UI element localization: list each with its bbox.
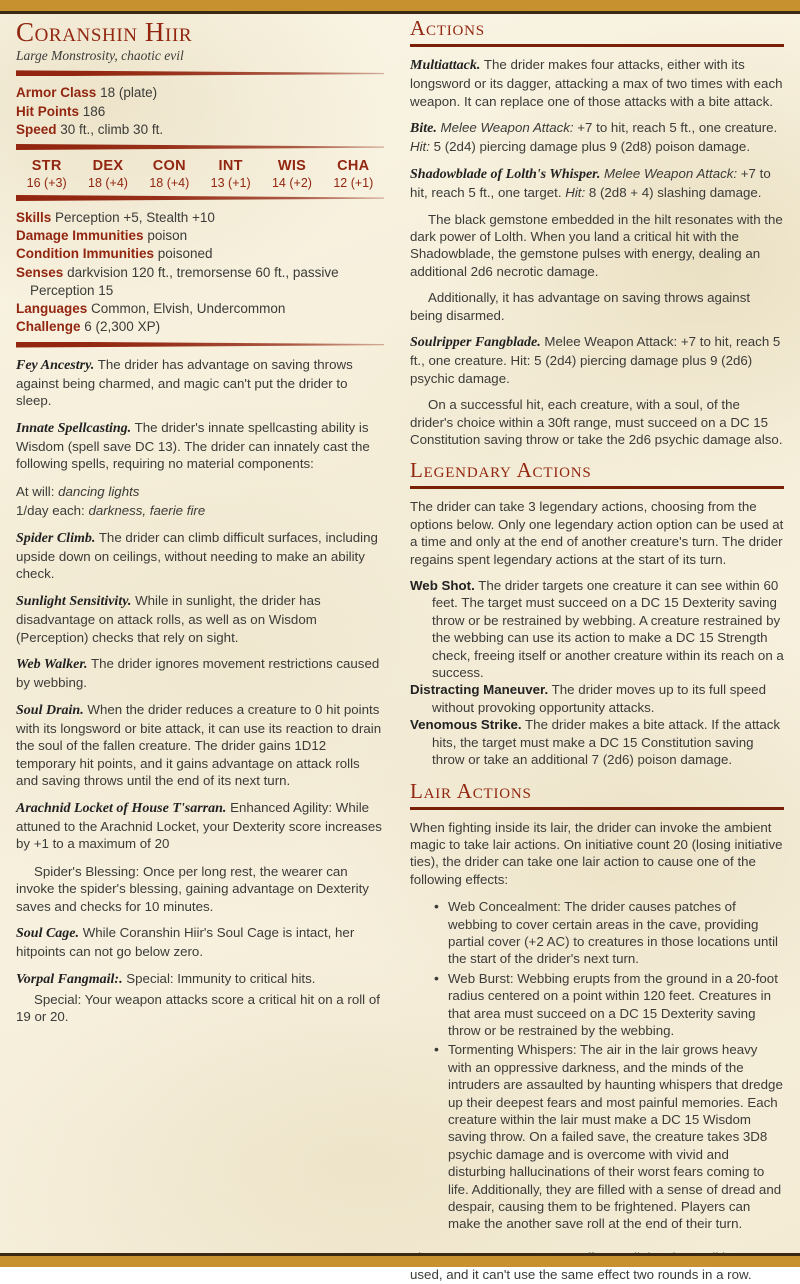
ability-int-label: INT [218, 158, 243, 174]
spell-list-daily [16, 502, 384, 519]
challenge-label: Challenge [16, 319, 81, 335]
spell-list-at-will [16, 483, 384, 500]
hit-points-line [16, 103, 384, 121]
section-rule-legendary-actions [410, 486, 784, 489]
legendary-action-distracting-maneuver-name: Distracting Maneuver. [410, 682, 549, 698]
armor-class-value: 18 (plate) [100, 85, 158, 101]
hit-points-label: Hit Points [16, 103, 79, 119]
damage-immunities-value: poison [147, 228, 188, 244]
hit-points-value: 186 [82, 103, 106, 119]
trait-arachnid-locket-name: Arachnid Locket of House T'sarran. [16, 800, 227, 816]
legendary-action-distracting-maneuver-text: The drider moves up to its full speed without provoking opportunity attacks. [432, 682, 766, 715]
languages-value: Common, Elvish, Undercommon [91, 301, 286, 317]
trait-soul-drain-name: Soul Drain. [16, 702, 84, 718]
trait-spider-climb [16, 529, 384, 583]
section-heading-lair-actions: Lair Actions [410, 778, 532, 803]
legendary-action-distracting-maneuver [410, 681, 784, 716]
ability-dex-value: 18 (+4) [88, 176, 128, 190]
skills-label: Skills [16, 210, 52, 225]
condition-immunities-value: poisoned [157, 246, 213, 262]
trait-soul-cage [16, 924, 384, 961]
two-column-layout [0, 14, 800, 1283]
trait-vorpal-fangmail-special2: Special: Your weapon attacks score a critical hit on a roll of 19 or 20. [16, 992, 380, 1025]
lair-intro: When fighting inside its lair, the drider can invoke the ambient magic to take lair actions. On initiative count 20 (losing initiative ties), the drider can take one lair action to cause one of the following effects: [410, 819, 783, 887]
action-shadowblade-name: Shadowblade of Lolth's Whisper. [410, 166, 601, 182]
legendary-action-venomous-strike-text: The drider makes a bite attack. If the attack hits, the target must make a DC 15 Constitution saving throw or take an additional 7 (2d6) poison damage. [432, 717, 781, 768]
trait-soul-drain-text: When the drider reduces a creature to 0 hit points with its longsword or bite attack, it can use its reaction to drain the soul of the fallen creature. The drider gains 1D12 temporary hit points, and it gains advantage on attack rolls and saving throws until the end of its next turn. [16, 701, 382, 789]
trait-soul-cage-name: Soul Cage. [16, 925, 80, 941]
action-multiattack-name: Multiattack. [410, 58, 481, 73]
legendary-action-venomous-strike [410, 716, 784, 768]
action-bite [410, 119, 784, 156]
challenge-value: 6 (2,300 XP) [84, 319, 161, 335]
trait-innate-spellcasting-text: The drider's innate spellcasting ability is Wisdom (spell save DC 13). The drider can innately cast the following spells, requiring no material components: [16, 419, 370, 472]
lair-bullet-web-concealment: • Web Concealment: The drider causes patches of webbing to cover certain areas in the cave, providing partial cover (+2 AC) to creatures in those locations until the start of the drider's next turn. [434, 898, 784, 968]
divider-rule-abilities-top [16, 144, 384, 151]
trait-web-walker-name: Web Walker. [16, 656, 88, 672]
condition-immunities-line [16, 245, 384, 263]
trait-web-walker-text: The drider ignores movement restrictions caused by webbing. [16, 655, 380, 691]
lair-bullet-tormenting-whispers: • Tormenting Whispers: The air in the lair grows heavy with an oppressive darkness, and the minds of the intruders are assaulted by haunting whispers that dredge up their deepest fears and most painful memories. Each creature within the lair must make a DC 15 Wisdom saving throw. On a failed save, the creature takes 3D8 psychic damage and is overcome with vivid and disturbing hallucinations of their worst fears coming to life. Additionally, they are filled with a sense of dread and despair, causing them to be frightened. Players can make the another save roll at the end of their turn. [434, 1041, 784, 1232]
left-column [0, 14, 400, 1253]
trait-sunlight-sensitivity-text: While in sunlight, the drider has disadvantage on attack rolls, as well as on Wisdom (Perception) checks that rely on sight. [16, 592, 321, 645]
trait-arachnid-locket-text: Enhanced Agility: While attuned to the Arachnid Locket, your Dexterity score increases by +1 to a maximum of 20 [16, 799, 382, 852]
speed-line [16, 121, 384, 139]
ability-wis [261, 158, 322, 190]
action-bite-hit-label: Hit: [410, 139, 430, 155]
ability-dex [77, 158, 138, 190]
action-shadowblade-hit-label: Hit: [565, 185, 586, 201]
spell-at-will-value: dancing lights [58, 483, 140, 499]
ability-cha-value: 12 (+1) [333, 176, 374, 190]
section-rule-lair-actions [410, 807, 784, 810]
ability-str [16, 158, 77, 190]
senses-label: Senses [16, 264, 64, 280]
skills-value: Perception +5, Stealth +10 [55, 210, 215, 225]
legendary-action-venomous-strike-name: Venomous Strike. [410, 717, 522, 733]
senses-value-cont: Perception 15 [30, 282, 114, 298]
spell-daily-value: darkness, faerie fire [88, 503, 206, 519]
ability-score-table [16, 158, 384, 190]
ability-cha [323, 158, 384, 190]
action-shadowblade-attack-text: +7 to hit, reach 5 ft., one target. [410, 165, 771, 201]
right-column [400, 14, 800, 1283]
languages-line [16, 300, 384, 318]
ability-con [139, 158, 200, 190]
trait-soul-drain [16, 701, 384, 790]
legendary-action-web-shot [410, 577, 784, 681]
armor-class-label: Armor Class [16, 85, 97, 101]
divider-rule-traits [16, 342, 384, 349]
trait-innate-spellcasting-name: Innate Spellcasting. [16, 420, 132, 436]
trait-innate-spellcasting [16, 419, 384, 473]
ability-str-value: 16 (+3) [26, 176, 67, 190]
ability-wis-value: 14 (+2) [271, 176, 312, 190]
action-multiattack-text: The drider makes four attacks, either with its longsword or its dagger, attacking a max of two times with each weapon. It can replace one of those attacks with a bite attack. [410, 57, 783, 109]
legendary-action-web-shot-text: The drider targets one creature it can see within 60 feet. The target must succeed on a DC 15 Dexterity saving throw or be restrained by webbing. A creature restrained by the webbing can use its action to make a DC 15 Strength check, freeing itself or another creature within its reach on a success. [432, 578, 784, 681]
trait-vorpal-fangmail [16, 970, 384, 989]
creature-name: Coranshin Hiir [16, 17, 193, 47]
section-heading-actions: Actions [410, 16, 485, 40]
trait-spider-climb-name: Spider Climb. [16, 530, 96, 546]
action-soulripper-name: Soulripper Fangblade. [410, 335, 541, 351]
action-bite-attack-text: +7 to hit, reach 5 ft., one creature. [573, 120, 778, 136]
trait-sunlight-sensitivity [16, 592, 384, 646]
trait-vorpal-fangmail-text: Special: Immunity to critical hits. [122, 970, 316, 986]
action-shadowblade-paragraph-2: The black gemstone embedded in the hilt resonates with the dark power of Lolth. When you land a critical hit with the Shadowblade, the gemstone pulses with energy, dealing an additional 2d6 necrotic damage. [410, 211, 783, 279]
ability-int [200, 158, 261, 190]
damage-immunities-line [16, 227, 384, 245]
action-soulripper-text: Melee Weapon Attack: +7 to hit, reach 5 ft., one creature. Hit: 5 (2d4) piercing damage plus 9 (2d6) psychic damage. [410, 334, 781, 386]
speed-label: Speed [16, 121, 57, 137]
action-bite-name: Bite. [410, 121, 437, 137]
decorative-top-border [0, 0, 800, 14]
trait-fey-ancestry [16, 356, 384, 410]
lair-bullet-web-burst: • Web Burst: Webbing erupts from the ground in a 20-foot radius centered on a point within 120 feet. Creatures in that area must succeed on a DC 15 Dexterity saving throw or be restrained by the webbing. [434, 970, 784, 1040]
section-heading-legendary-actions: Legendary Actions [410, 458, 592, 483]
lair-closing-note: used, and it can't use the same effect two rounds in a row. [410, 1267, 752, 1283]
senses-value: darkvision 120 ft., tremorsense 60 ft., passive [67, 264, 339, 280]
action-bite-hit-text: 5 (2d4) piercing damage plus 9 (2d8) poison damage. [429, 139, 751, 155]
challenge-line [16, 318, 384, 336]
decorative-bottom-border [0, 1253, 800, 1267]
divider-rule-top [16, 70, 384, 77]
armor-class-line [16, 84, 384, 102]
action-soulripper-paragraph-2: On a successful hit, each creature, with a soul, of the drider's choice within a 30ft range, must succeed on a DC 15 Constitution saving throw or take the 2d6 psychic damage also. [410, 397, 783, 447]
ability-wis-label: WIS [277, 158, 307, 174]
action-shadowblade-hit-text: 8 (2d8 + 4) slashing damage. [585, 185, 762, 201]
action-bite-attack-label: Melee Weapon Attack: [440, 120, 574, 136]
trait-vorpal-fangmail-name: Vorpal Fangmail:. [16, 971, 123, 987]
action-shadowblade [410, 165, 784, 202]
action-shadowblade-paragraph-3: Additionally, it has advantage on saving throws against being disarmed. [410, 290, 751, 323]
ability-cha-label: CHA [337, 158, 370, 174]
legendary-intro: The drider can take 3 legendary actions, choosing from the options below. Only one legendary action option can be used at a time and only at the end of another creature's turn. The drider regains spent legendary actions at the start of its turn. [410, 499, 784, 567]
ability-dex-label: DEX [92, 158, 124, 174]
condition-immunities-label: Condition Immunities [16, 246, 154, 262]
spell-at-will-label: At will: [16, 483, 59, 499]
skills-line [16, 209, 384, 227]
languages-label: Languages [16, 301, 88, 317]
damage-immunities-label: Damage Immunities [16, 228, 144, 244]
trait-fey-ancestry-name: Fey Ancestry. [16, 357, 95, 373]
trait-web-walker [16, 655, 384, 692]
spell-daily-label: 1/day each: [16, 503, 89, 519]
ability-int-value: 13 (+1) [210, 176, 251, 190]
legendary-action-web-shot-name: Web Shot. [410, 578, 475, 594]
action-multiattack [410, 56, 784, 110]
divider-rule-abilities-bottom [16, 195, 384, 202]
trait-soul-cage-text: While Coranshin Hiir's Soul Cage is intact, her hitpoints can not go below zero. [16, 924, 355, 960]
trait-spiders-blessing: Spider's Blessing: Once per long rest, the wearer can invoke the spider's blessing, gaining advantage on Dexterity saves and checks for 10 minutes. [16, 863, 369, 914]
trait-spider-climb-text: The drider can climb difficult surfaces, including upside down on ceilings, without needing to make an ability check. [16, 529, 378, 582]
senses-line [16, 264, 384, 300]
trait-sunlight-sensitivity-name: Sunlight Sensitivity. [16, 593, 132, 609]
lair-actions-list [410, 898, 784, 1233]
creature-type-line: Large Monstrosity, chaotic evil [16, 48, 184, 64]
ability-con-value: 18 (+4) [149, 176, 190, 190]
ability-str-label: STR [31, 158, 62, 174]
section-rule-actions [410, 44, 784, 47]
trait-arachnid-locket [16, 799, 384, 853]
trait-fey-ancestry-text: The drider has advantage on saving throws against being charmed, and magic can't put the drider to sleep. [16, 356, 353, 409]
speed-value: 30 ft., climb 30 ft. [60, 121, 164, 137]
action-soulripper [410, 333, 784, 387]
action-shadowblade-attack-label: Melee Weapon Attack: [604, 165, 738, 181]
ability-con-label: CON [152, 158, 186, 174]
